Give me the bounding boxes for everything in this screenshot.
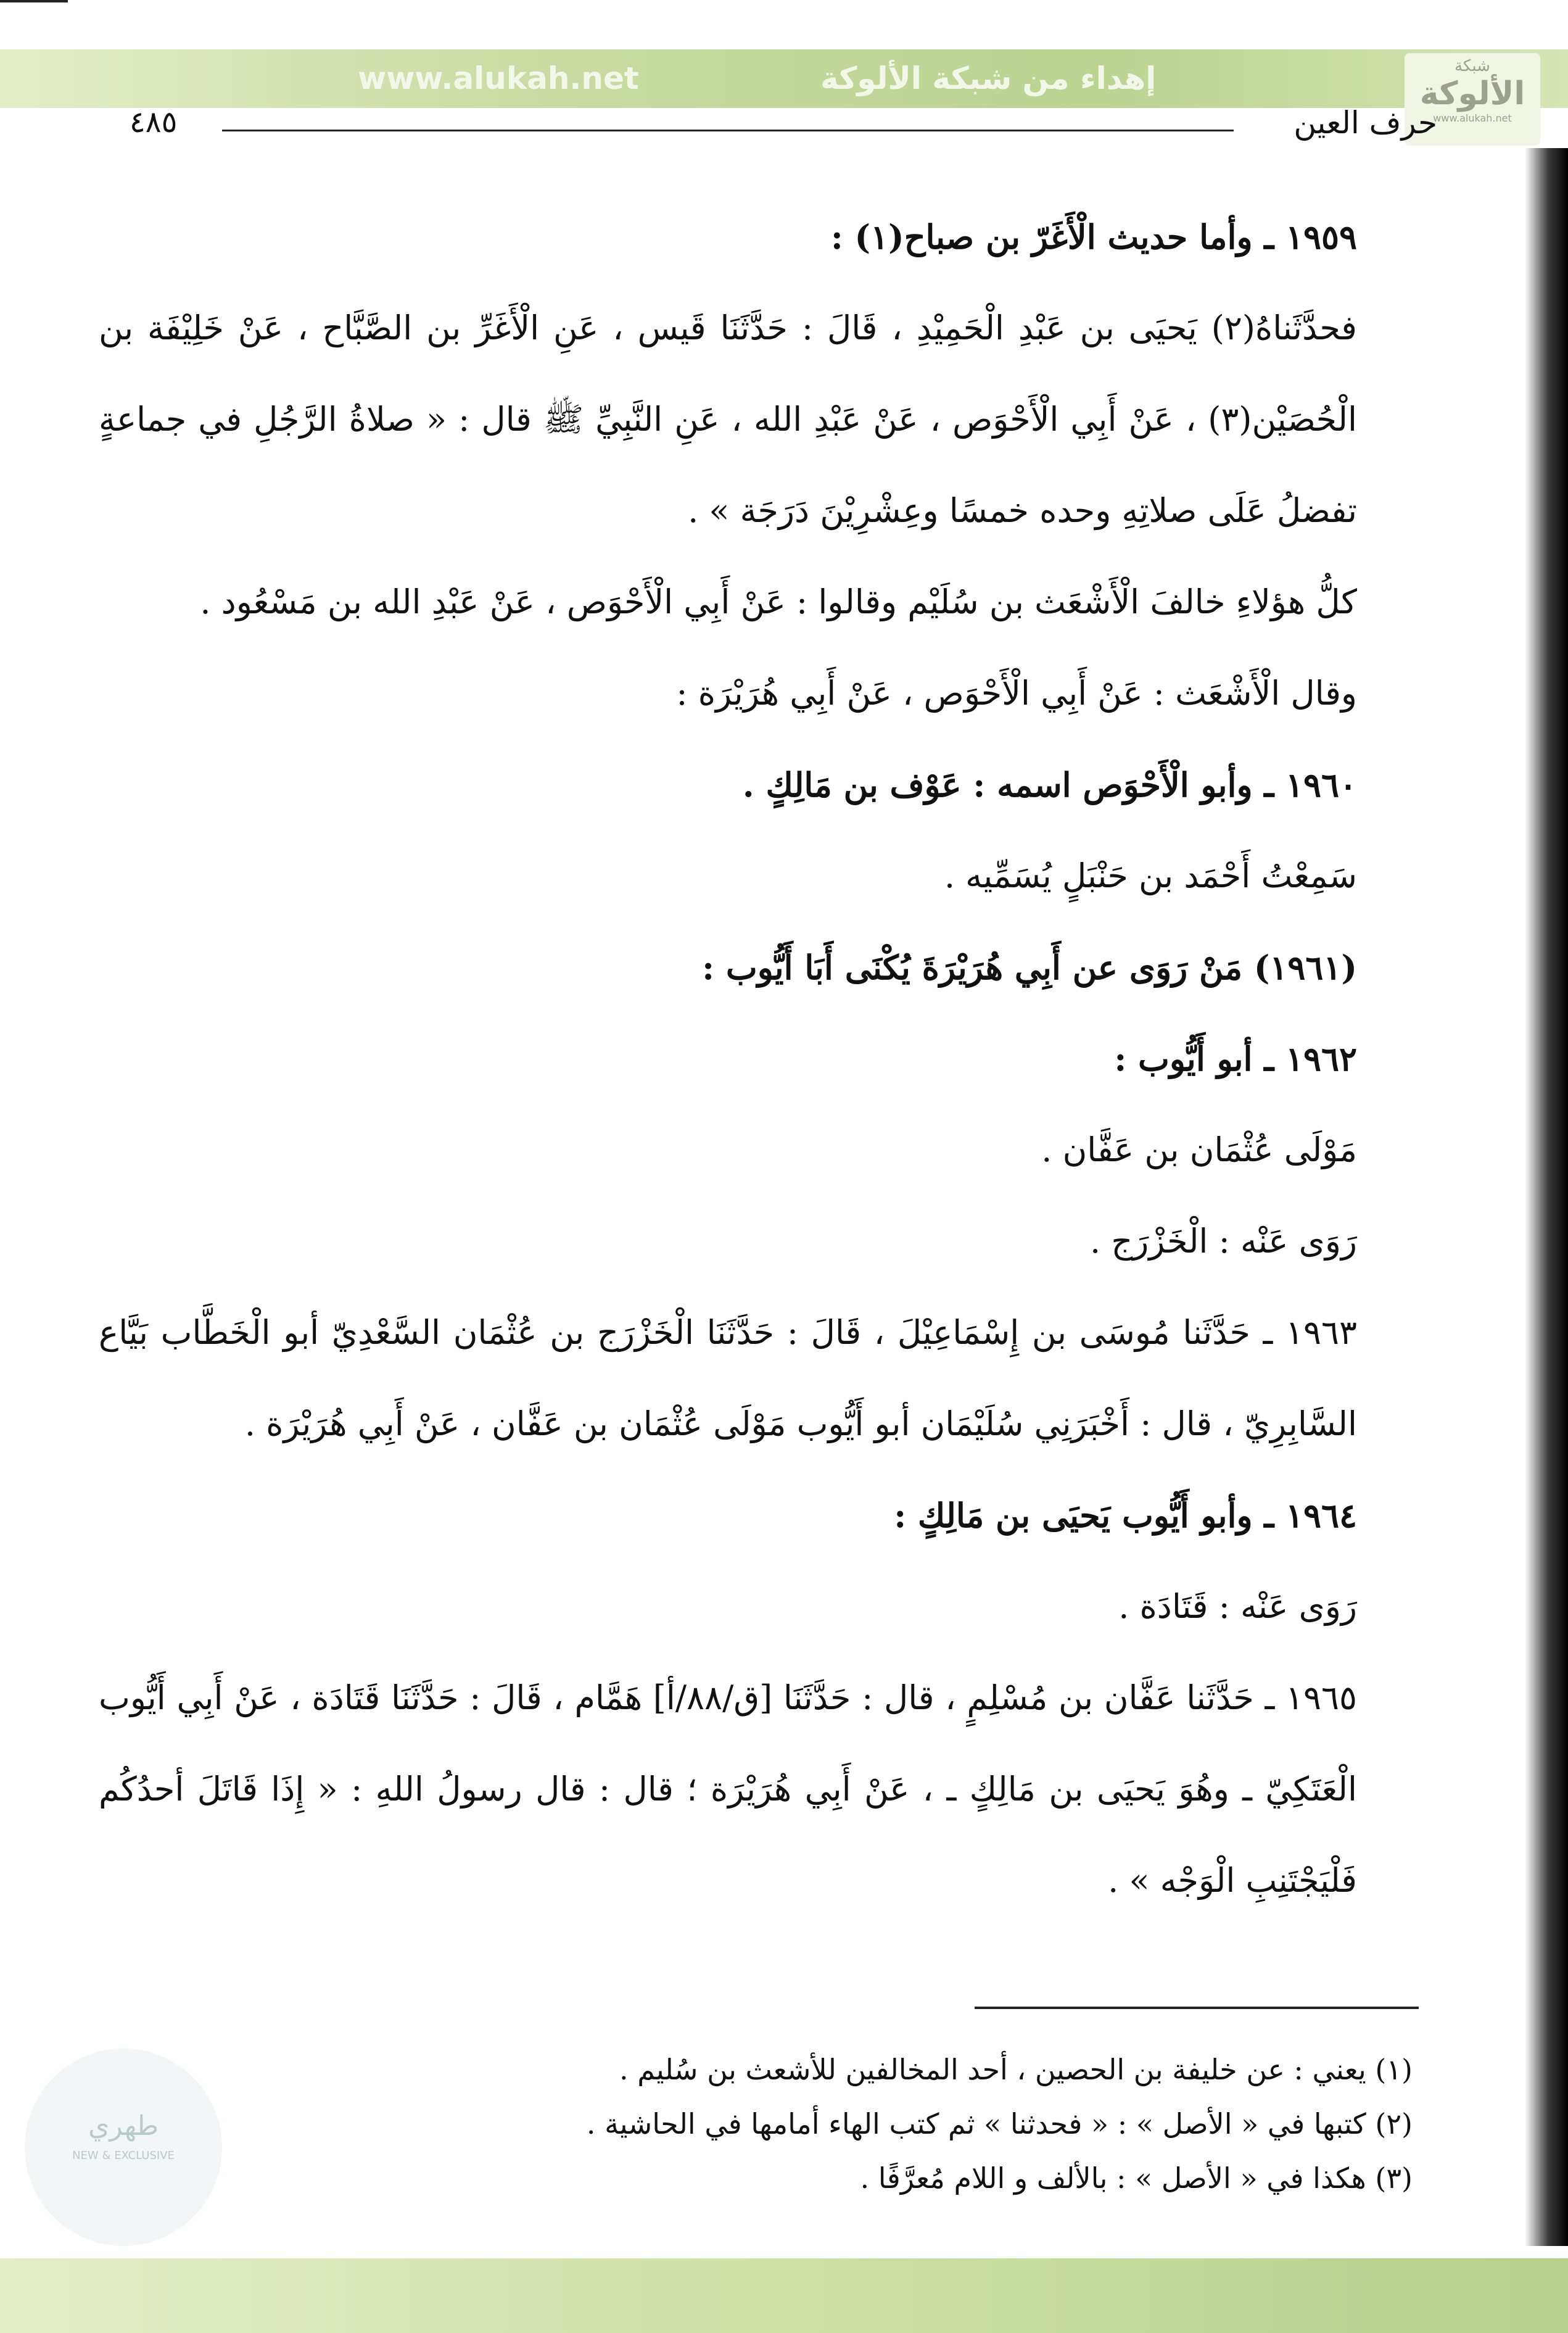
footnotes	[432, 2042, 1413, 2205]
entry-1959-hadith: فحدَّثَناهُ(٢) يَحيَى بن عَبْدِ الْحَمِيْدِ ، قَالَ : حَدَّثَنَا قَيس ، عَنِ الْأَغَرِّ بن الصَّبَّاح ، عَنْ خَلِيْفَة بن الْحُصَيْن(٣) ، عَنْ أَبِي الْأَحْوَص ، عَنْ عَبْدِ الله ، عَنِ النَّبِيِّ ﷺ قال : « صلاةُ الرَّجُلِ في جماعةٍ تفضلُ عَلَى صلاتِهِ وحده خمسًا وعِشْرِيْنَ دَرَجَة » .	[99, 309, 1357, 530]
footnote-rule	[975, 2007, 1419, 2009]
header-rule	[222, 130, 1234, 131]
page-number: ٤٨٥	[130, 105, 178, 139]
stamp-word: طهري	[88, 2110, 159, 2142]
entry-1965-hadith: ١٩٦٥ ـ حَدَّثَنا عَفَّان بن مُسْلِمٍ ، قال : حَدَّثَنَا [ق/٨٨/أ] هَمَّام ، قَالَ : حَدَّثَنَا قَتَادَة ، عَنْ أَبِي أَيُّوب الْعَتَكِيّ ـ وهُوَ يَحيَى بن مَالِكٍ ـ ، عَنْ أَبِي هُرَيْرَة ؛ قال : قال رسولُ اللهِ : « إِذَا قَاتَلَ أحدُكُم فَلْيَجْتَنِبِ الْوَجْه » .	[99, 1678, 1357, 1900]
publisher-stamp	[25, 2049, 222, 2246]
footnote-1: (١) يعني : عن خليفة بن الحصين ، أحد المخالفين للأشعث بن سُليم .	[619, 2053, 1413, 2086]
banner-url: www.alukah.net	[358, 60, 639, 96]
entry-1962-mawla: مَوْلَى عُثْمَان بن عَفَّان .	[1041, 1130, 1357, 1169]
entry-1964-heading: ١٩٦٤ ـ وأبو أَيُّوب يَحيَى بن مَالِكٍ :	[894, 1496, 1357, 1535]
top-corner-line	[0, 0, 68, 2]
logo-url: www.alukah.net	[1433, 112, 1512, 124]
footnote-2: (٢) كتبها في « الأصل » : « فحدثنا » ثم كتب الهاء أمامها في الحاشية .	[586, 2107, 1413, 2140]
entry-1961-heading: (١٩٦١) مَنْ رَوَى عن أَبِي هُرَيْرَةَ يُكْنَى أَبَا أَيُّوب :	[702, 948, 1357, 987]
page-body	[99, 191, 1425, 1926]
page-header	[130, 105, 1437, 148]
logo-name: الألوكة	[1419, 75, 1525, 112]
entry-1962-heading: ١٩٦٢ ـ أبو أَيُّوب :	[1114, 1039, 1357, 1079]
logo-small-text: شبكة	[1455, 57, 1490, 75]
entry-1964-narrator: رَوَى عَنْه : قَتَادَة .	[1118, 1587, 1357, 1626]
entry-1959-heading: ١٩٥٩ ـ وأما حديث الْأَغَرّ بن صباح(١) :	[830, 217, 1357, 257]
entry-1959-note: كلُّ هؤلاءِ خالفَ الْأَشْعَث بن سُلَيْم وقالوا : عَنْ أَبِي الْأَحْوَص ، عَنْ عَبْدِ الله بن مَسْعُود .	[200, 582, 1357, 621]
banner-gift-text: إهداء من شبكة الألوكة	[820, 60, 1157, 96]
footnote-3: (٣) هكذا في « الأصل » : بالألف و اللام مُعرَّفًا .	[860, 2161, 1413, 2195]
chapter-title: حرف العين	[1294, 105, 1437, 141]
entry-1962-narrator: رَوَى عَنْه : الْخَزْرَج .	[1090, 1222, 1357, 1261]
entry-1960-heading: ١٩٦٠ ـ وأبو الْأَحْوَص اسمه : عَوْف بن مَالِكٍ .	[742, 765, 1357, 805]
entry-1960-note: سَمِعْتُ أَحْمَد بن حَنْبَلٍ يُسَمِّيه .	[944, 856, 1357, 895]
entry-1959-ashath: وقال الْأَشْعَث : عَنْ أَبِي الْأَحْوَص ، عَنْ أَبِي هُرَيْرَة :	[676, 674, 1357, 713]
scan-edge-shadow	[1525, 148, 1568, 2246]
stamp-tag: NEW & EXCLUSIVE	[72, 2149, 175, 2162]
bottom-watermark-band	[0, 2258, 1568, 2333]
watermark-banner	[0, 49, 1568, 108]
entry-1963-hadith: ١٩٦٣ ـ حَدَّثَنا مُوسَى بن إِسْمَاعِيْلَ ، قَالَ : حَدَّثَنَا الْخَزْرَج بن عُثْمَان السَّعْدِيّ أبو الْخَطَّاب بَيَّاع السَّابِرِيّ ، قال : أَخْبَرَنِي سُلَيْمَان أبو أَيُّوب مَوْلَى عُثْمَان بن عَفَّان ، عَنْ أَبِي هُرَيْرَة .	[99, 1313, 1357, 1443]
